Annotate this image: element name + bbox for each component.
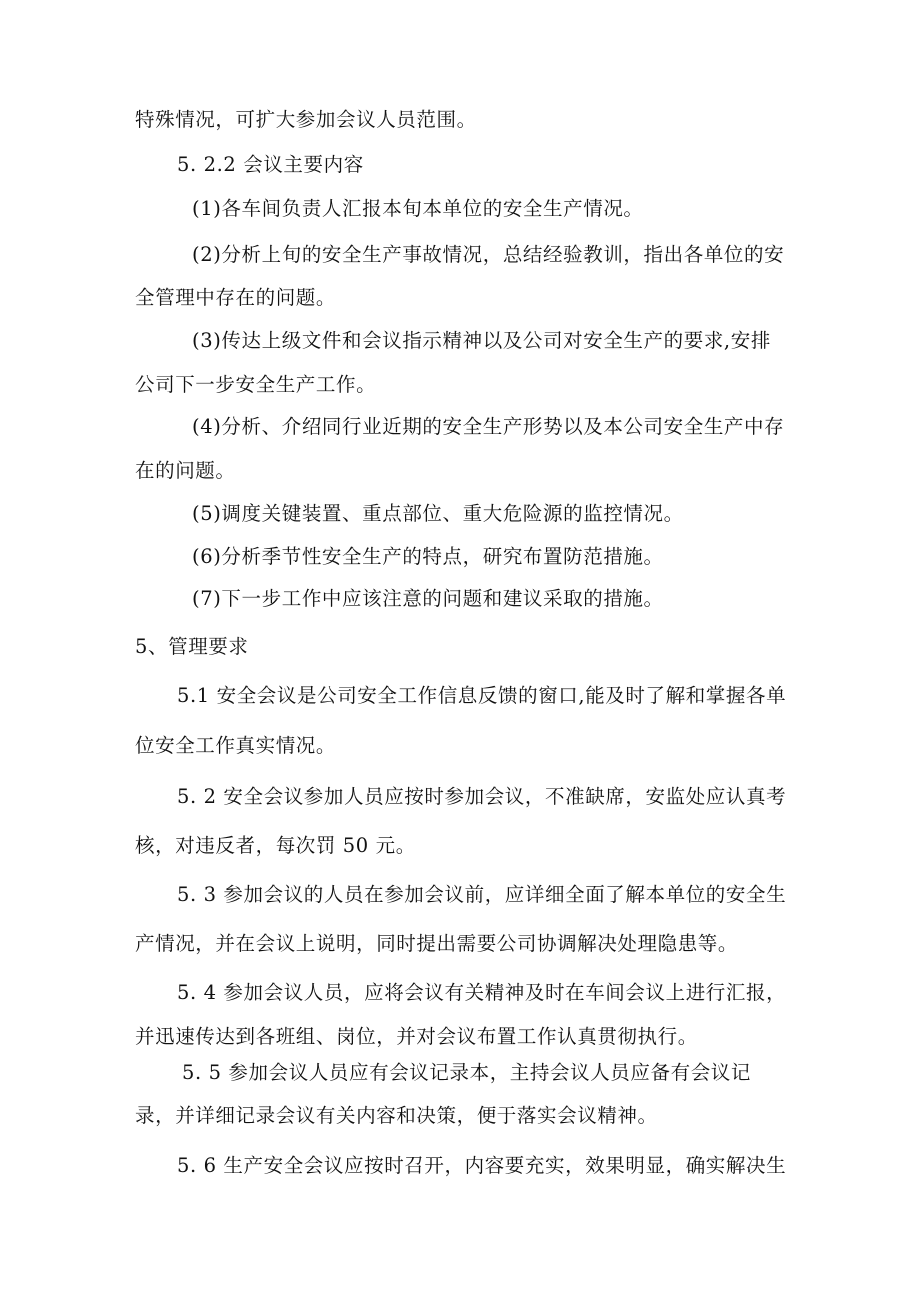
clause-5-6: 5. 6 生产安全会议应按时召开，内容要充实，效果明显，确实解决生 [177, 1154, 787, 1177]
list-item-6: (6)分析季节性安全生产的特点，研究布置防范措施。 [192, 545, 664, 568]
clause-5-3: 5. 3 参加会议的人员在参加会议前，应详细全面了解本单位的安全生 [177, 883, 787, 906]
list-item-4-cont: 在的问题。 [135, 459, 236, 482]
clause-5-5: 5. 5 参加会议人员应有会议记录本，主持会议人员应备有会议记 [182, 1061, 752, 1084]
list-item-2: (2)分析上旬的安全生产事故情况，总结经验教训，指出各单位的安 [192, 243, 785, 266]
list-item-4: (4)分析、介绍同行业近期的安全生产形势以及本公司安全生产中存 [192, 415, 785, 438]
list-item-3-cont: 公司下一步安全生产工作。 [135, 373, 377, 396]
list-item-1: (1)各车间负责人汇报本旬本单位的安全生产情况。 [192, 197, 644, 220]
clause-5-1: 5.1 安全会议是公司安全工作信息反馈的窗口,能及时了解和掌握各单 [177, 684, 787, 707]
clause-5-1-cont: 位安全工作真实情况。 [135, 734, 337, 757]
clause-5-3-cont: 产情况，并在会议上说明，同时提出需要公司协调解决处理隐患等。 [135, 932, 739, 955]
list-item-5: (5)调度关键装置、重点部位、重大危险源的监控情况。 [192, 502, 684, 525]
section-heading-5: 5、管理要求 [135, 635, 249, 658]
list-item-3: (3)传达上级文件和会议指示精神以及公司对安全生产的要求,安排 [192, 329, 771, 352]
clause-5-2: 5. 2 安全会议参加人员应按时参加会议，不准缺席，安监处应认真考 [177, 785, 787, 808]
clause-5-5-cont: 录，并详细记录会议有关内容和决策，便于落实会议精神。 [135, 1104, 658, 1127]
clause-5-2-cont: 核，对违反者，每次罚 50 元。 [135, 834, 416, 857]
clause-5-4-cont: 并迅速传达到各班组、岗位，并对会议布置工作认真贯彻执行。 [135, 1025, 698, 1048]
section-heading-5-2-2: 5. 2.2 会议主要内容 [177, 153, 364, 176]
list-item-7: (7)下一步工作中应该注意的问题和建议采取的措施。 [192, 587, 664, 610]
clause-5-4: 5. 4 参加会议人员，应将会议有关精神及时在车间会议上进行汇报， [177, 981, 787, 1004]
text-line: 特殊情况，可扩大参加会议人员范围。 [135, 108, 477, 131]
list-item-2-cont: 全管理中存在的问题。 [135, 286, 337, 309]
